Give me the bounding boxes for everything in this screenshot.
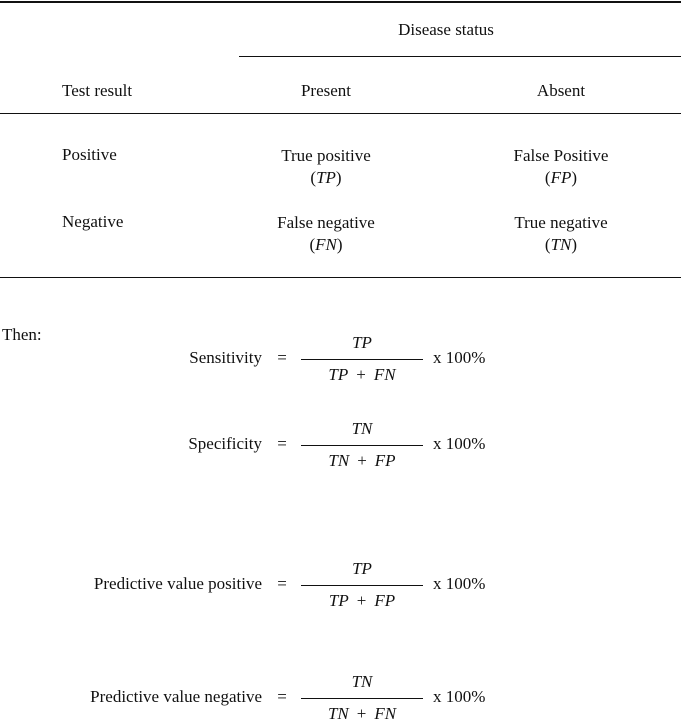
cell-true-positive	[281, 145, 371, 189]
fraction-bar	[301, 698, 423, 699]
formula-label: Sensitivity	[189, 348, 262, 367]
row-label-positive: Positive	[62, 145, 117, 164]
numerator: TN	[351, 419, 373, 438]
multiplier: x 100%	[433, 434, 486, 453]
group-header-disease-status: Disease status	[398, 20, 494, 39]
equals-sign: =	[277, 687, 287, 706]
numerator: TP	[352, 333, 372, 352]
group-header-rule	[239, 56, 681, 57]
cell-text: True negative	[514, 213, 608, 232]
equals-sign: =	[277, 434, 287, 453]
header-bottom-rule	[0, 113, 681, 114]
equals-sign: =	[277, 348, 287, 367]
cell-abbr: (TN)	[544, 235, 578, 254]
numerator: TN	[351, 672, 373, 691]
fraction-bar	[301, 585, 423, 586]
cell-text: False Positive	[513, 146, 609, 165]
denominator: TN + FP	[328, 451, 396, 470]
then-label: Then:	[2, 325, 42, 344]
formula-label: Predictive value positive	[93, 574, 262, 593]
cell-false-positive	[514, 145, 609, 189]
multiplier: x 100%	[433, 687, 486, 706]
denominator: TP + FN	[328, 365, 396, 384]
cell-abbr: (FP)	[544, 168, 578, 187]
cell-false-negative	[277, 212, 375, 256]
cell-abbr: (FN)	[309, 235, 343, 254]
denominator: TN + FN	[327, 704, 397, 723]
table-top-rule	[0, 1, 681, 3]
fraction-bar	[301, 445, 423, 446]
row-label-negative: Negative	[62, 212, 124, 231]
equals-sign: =	[277, 574, 287, 593]
table-bottom-rule	[0, 277, 681, 278]
fraction-bar	[301, 359, 423, 360]
cell-abbr: (TP)	[310, 168, 342, 187]
cell-true-negative	[514, 212, 607, 256]
cell-text: True positive	[281, 146, 371, 165]
cell-text: False negative	[277, 213, 375, 232]
column-header-absent: Absent	[536, 81, 586, 100]
column-header-present: Present	[300, 81, 352, 100]
denominator: TP + FP	[328, 591, 396, 610]
formula-label: Predictive value negative	[90, 687, 262, 706]
multiplier: x 100%	[433, 348, 486, 367]
formula-label: Specificity	[188, 434, 262, 453]
row-header-test-result: Test result	[62, 81, 133, 100]
multiplier: x 100%	[433, 574, 486, 593]
numerator: TP	[352, 559, 372, 578]
